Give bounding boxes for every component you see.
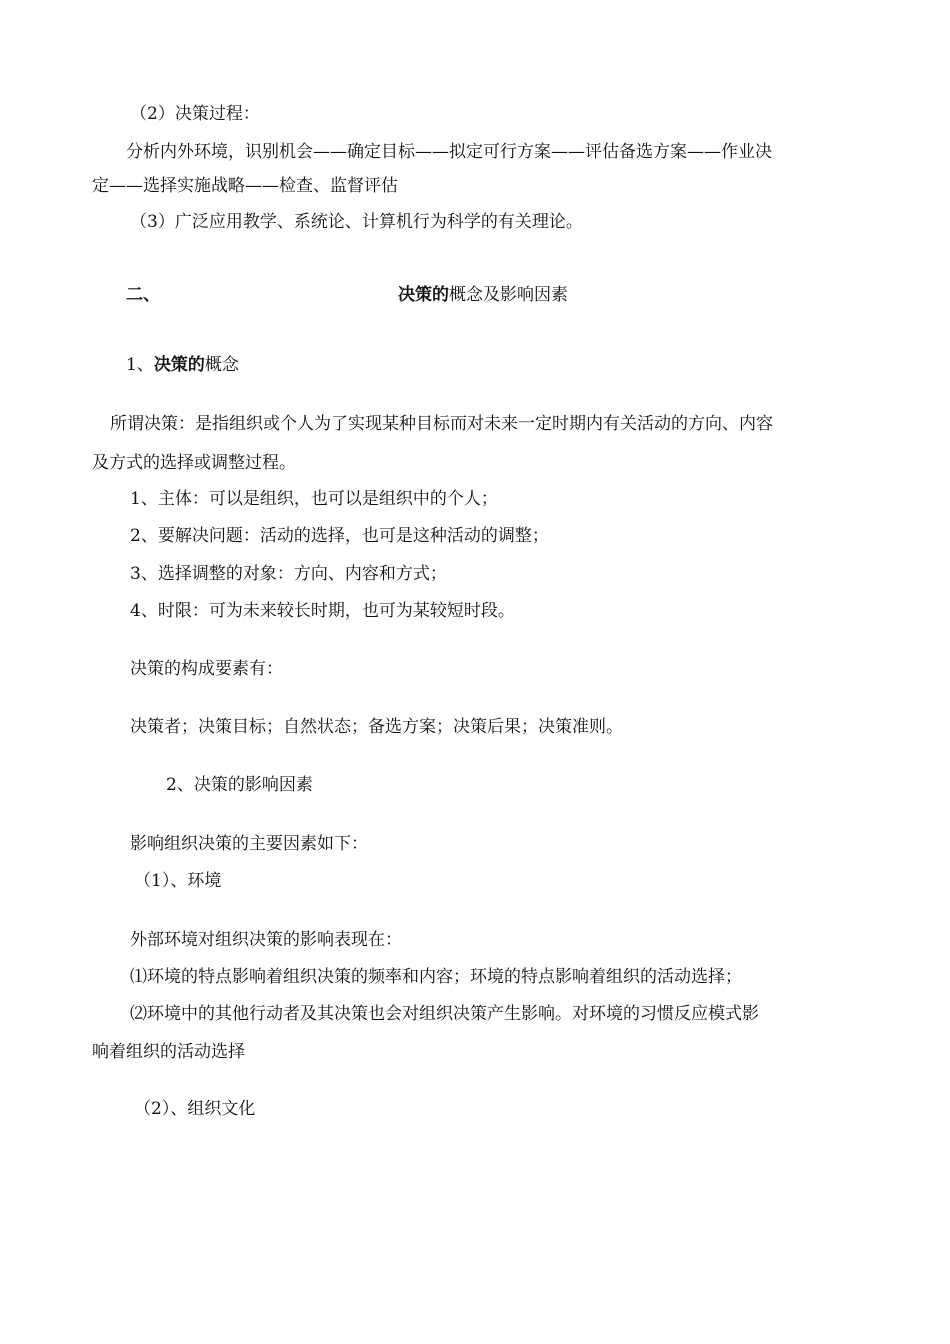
concept-point: 4、时限：可为未来较长时期，也可为某较短时段。	[130, 601, 515, 621]
decision-process-heading: （2）决策过程：	[130, 104, 260, 124]
factor-environment: （1）、环境	[134, 871, 222, 891]
concept-point: 3、选择调整的对象：方向、内容和方式；	[130, 564, 447, 584]
elements-list: 决策者；决策目标；自然状态；备选方案；决策后果；决策准则。	[130, 717, 623, 737]
factors-intro: 影响组织决策的主要因素如下：	[130, 834, 368, 854]
concept-heading	[126, 353, 239, 377]
definition-line-2: 及方式的选择或调整过程。	[92, 453, 296, 473]
theory-application-item: （3）广泛应用教学、系统论、计算机行为科学的有关理论。	[130, 212, 583, 232]
concept-heading-rest: 概念	[204, 355, 239, 375]
concept-point: 2、要解决问题：活动的选择，也可是这种活动的调整；	[130, 526, 549, 546]
concept-heading-number: 1、	[126, 355, 154, 375]
factor-organizational-culture: （2）、组织文化	[134, 1099, 256, 1119]
section-two-title-rest: 概念及影响因素	[449, 285, 568, 305]
elements-intro: 决策的构成要素有：	[130, 659, 283, 679]
environment-effect-2-line-2: 响着组织的活动选择	[92, 1042, 245, 1062]
environment-intro: 外部环境对组织决策的影响表现在：	[130, 930, 402, 950]
definition-line-1: 所谓决策：是指组织或个人为了实现某种目标而对未来一定时期内有关活动的方向、内容	[110, 414, 773, 434]
section-two-number: 二、	[126, 285, 160, 305]
decision-process-flow-line-1: 分析内外环境，识别机会——确定目标——拟定可行方案——评估备选方案——作业决	[126, 142, 772, 162]
factors-heading: 2、决策的影响因素	[166, 775, 313, 795]
decision-process-flow-line-2: 定——选择实施战略——检查、监督评估	[92, 176, 398, 196]
environment-effect-1: ⑴环境的特点影响着组织决策的频率和内容；环境的特点影响着组织的活动选择；	[130, 967, 742, 987]
concept-heading-bold: 决策的	[153, 355, 205, 375]
concept-point: 1、主体：可以是组织，也可以是组织中的个人；	[130, 489, 498, 509]
section-two-title	[398, 283, 568, 307]
section-two-title-bold: 决策的	[398, 285, 449, 305]
environment-effect-2-line-1: ⑵环境中的其他行动者及其决策也会对组织决策产生影响。对环境的习惯反应模式影	[130, 1004, 759, 1024]
